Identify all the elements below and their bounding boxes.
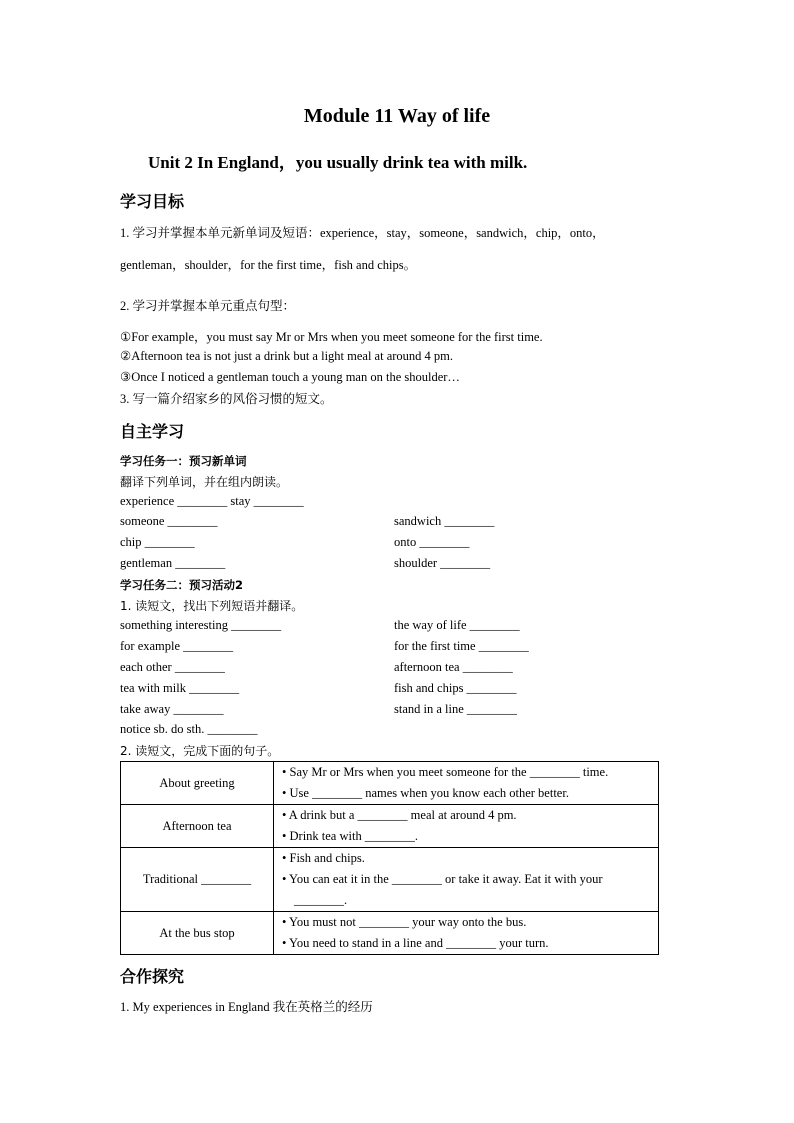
- phrase-item: the way of life ________: [394, 618, 520, 632]
- word-item: gentleman ________: [120, 556, 226, 570]
- coop-item-1: 1. My experiences in England 我在英格兰的经历: [120, 1000, 373, 1014]
- table-row-label: Afternoon tea: [121, 805, 274, 848]
- phrase-item: tea with milk ________: [120, 681, 240, 695]
- goal-1-line-2: gentleman，shoulder，for the first time，fish and chips。: [120, 258, 417, 272]
- task-2-heading: 学习任务二：预习活动2: [120, 578, 244, 592]
- phrase-item: something interesting ________: [120, 618, 282, 632]
- goal-1-line-1: 1. 学习并掌握本单元新单词及短语：experience，stay，someone，sandwich，chip，onto，: [120, 226, 605, 240]
- table-row: [121, 912, 659, 955]
- section-heading-goals: 学习目标: [120, 192, 185, 211]
- unit-subtitle: Unit 2 In England，you usually drink tea with milk.: [148, 153, 528, 172]
- key-sentence-1: ①For example，you must say Mr or Mrs when you meet someone for the first time.: [120, 330, 543, 344]
- table-bullet-continuation: ________.: [294, 893, 348, 907]
- page-title: Module 11 Way of life: [303, 105, 491, 127]
- table-bullet: • You must not ________ your way onto the bus.: [282, 915, 527, 929]
- table-row-content: [274, 805, 659, 848]
- table-bullet: • Fish and chips.: [282, 851, 365, 865]
- table-row-content: [274, 848, 659, 912]
- phrase-item: for example ________: [120, 639, 234, 653]
- table-row: [121, 762, 659, 805]
- phrase-item: stand in a line ________: [394, 702, 517, 716]
- table-row-label: Traditional ________: [121, 848, 274, 912]
- goal-2: 2. 学习并掌握本单元重点句型：: [120, 299, 296, 313]
- table-row: [121, 848, 659, 912]
- phrase-item: each other ________: [120, 660, 225, 674]
- table-bullet: • A drink but a ________ meal at around 4 pm.: [282, 808, 517, 822]
- key-sentence-2: ②Afternoon tea is not just a drink but a light meal at around 4 pm.: [120, 349, 454, 363]
- table-row-label: At the bus stop: [121, 912, 274, 955]
- key-sentence-3: ③Once I noticed a gentleman touch a young man on the shoulder…: [120, 370, 460, 384]
- word-item: someone ________: [120, 514, 218, 528]
- phrase-item: fish and chips ________: [394, 681, 517, 695]
- task-1-heading: 学习任务一：预习新单词: [120, 454, 247, 468]
- phrase-item: notice sb. do sth. ________: [120, 722, 258, 736]
- phrase-item: for the first time ________: [394, 639, 529, 653]
- completion-table: [120, 761, 659, 955]
- goal-3: 3. 写一篇介绍家乡的风俗习惯的短文。: [120, 392, 333, 406]
- phrase-item: afternoon tea ________: [394, 660, 513, 674]
- table-row-content: [274, 762, 659, 805]
- word-item: shoulder ________: [394, 556, 491, 570]
- word-item: onto ________: [394, 535, 470, 549]
- table-bullet: • Drink tea with ________.: [282, 829, 418, 843]
- table-row: [121, 805, 659, 848]
- word-item: experience ________ stay ________: [120, 494, 304, 508]
- task-1-instruction: 翻译下列单词，并在组内朗读。: [120, 475, 289, 489]
- task-2-instruction-2: 2. 读短文，完成下面的句子。: [120, 744, 280, 758]
- word-item: sandwich ________: [394, 514, 495, 528]
- table-row-content: [274, 912, 659, 955]
- table-row-label: About greeting: [121, 762, 274, 805]
- table-bullet: • Say Mr or Mrs when you meet someone for the ________ time.: [282, 765, 609, 779]
- section-heading-coop: 合作探究: [120, 967, 185, 986]
- table-bullet: • You can eat it in the ________ or take it away. Eat it with your: [282, 872, 603, 886]
- task-2-instruction-1: 1. 读短文，找出下列短语并翻译。: [120, 599, 304, 613]
- table-bullet: • You need to stand in a line and ________ your turn.: [282, 936, 549, 950]
- phrase-item: take away ________: [120, 702, 224, 716]
- section-heading-self-study: 自主学习: [120, 422, 185, 441]
- word-item: chip ________: [120, 535, 195, 549]
- table-bullet: • Use ________ names when you know each other better.: [282, 786, 569, 800]
